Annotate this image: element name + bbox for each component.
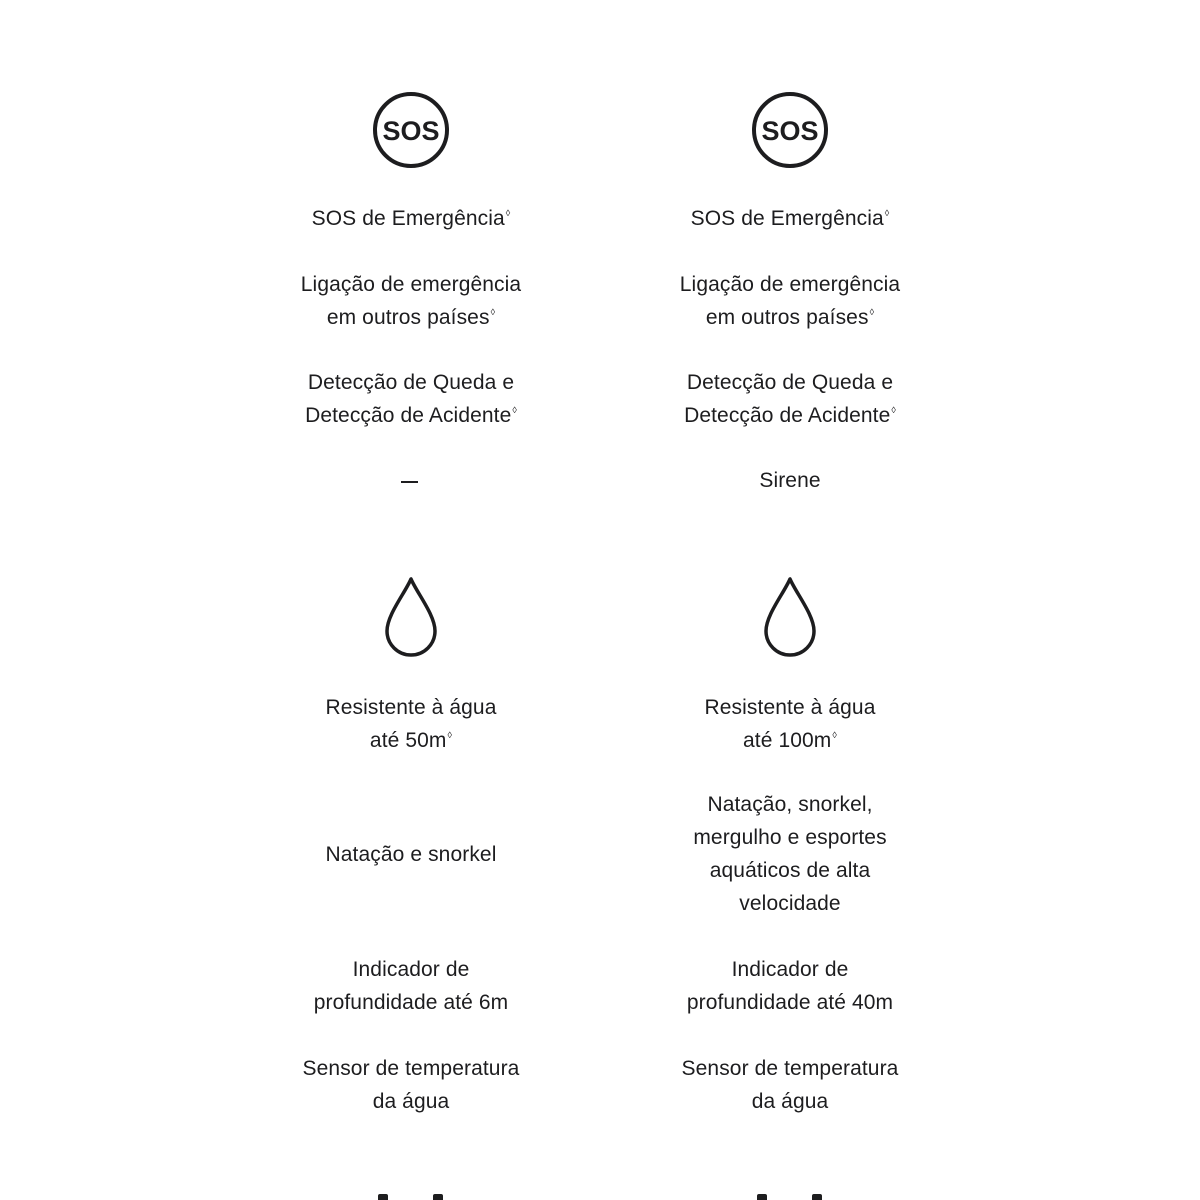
not-available-dash: [401, 481, 418, 483]
next-icon-cropped: [630, 1188, 950, 1200]
fall-crash-line2: Detecção de Acidente: [305, 404, 512, 427]
sos-circle-icon: [251, 90, 571, 170]
international-call-line2: em outros países: [705, 306, 869, 329]
fall-crash-detection-feature: [630, 366, 950, 432]
international-call-feature: [251, 268, 571, 334]
footnote-mark: ◊: [505, 208, 511, 218]
water-activities-line: Natação e snorkel: [325, 843, 497, 866]
water-resistance-feature: [251, 691, 571, 757]
sos-icon-label: SOS: [761, 116, 819, 146]
next-icon-cropped: [251, 1188, 571, 1200]
sos-circle-icon: [630, 90, 950, 170]
water-activities-feature: [630, 788, 950, 920]
water-resistance-line2: até 100m: [743, 729, 832, 752]
footnote-mark: ◊: [512, 405, 517, 415]
footnote-mark: ◊: [891, 405, 896, 415]
international-call-feature: [630, 268, 950, 334]
fall-crash-detection-feature: [251, 366, 571, 432]
depth-gauge-feature: [251, 953, 571, 1019]
international-call-line1: Ligação de emergência: [300, 273, 522, 296]
depth-gauge-line2: profundidade até 6m: [313, 991, 509, 1014]
water-activities-line: aquáticos de alta: [709, 859, 871, 882]
emergency-sos-text: SOS de Emergência: [690, 207, 884, 230]
depth-gauge-line1: Indicador de: [352, 958, 470, 981]
fall-crash-line1: Detecção de Queda e: [686, 371, 894, 394]
emergency-sos-feature: [630, 202, 950, 235]
water-temperature-feature: [630, 1052, 950, 1118]
water-resistance-feature: [630, 691, 950, 757]
international-call-line2: em outros países: [326, 306, 490, 329]
water-activities-line: Natação, snorkel,: [707, 793, 873, 816]
footnote-mark: ◊: [447, 730, 453, 740]
water-temperature-line2: da água: [751, 1090, 829, 1113]
water-activities-feature: [251, 838, 571, 871]
water-activities-line: mergulho e esportes: [693, 826, 887, 849]
water-temperature-line2: da água: [372, 1090, 450, 1113]
emergency-sos-feature: [251, 202, 571, 235]
emergency-sos-text: SOS de Emergência: [311, 207, 505, 230]
fall-crash-line2: Detecção de Acidente: [684, 404, 891, 427]
water-temperature-feature: [251, 1052, 571, 1118]
comparison-column-right: [630, 0, 950, 1200]
footnote-mark: ◊: [832, 730, 837, 740]
footnote-mark: ◊: [884, 208, 890, 218]
depth-gauge-feature: [630, 953, 950, 1019]
water-resistance-line1: Resistente à água: [704, 696, 876, 719]
footnote-mark: ◊: [869, 307, 875, 317]
international-call-line1: Ligação de emergência: [679, 273, 901, 296]
water-drop-icon: [251, 575, 571, 660]
water-drop-icon: [630, 575, 950, 660]
sos-icon-label: SOS: [382, 116, 440, 146]
water-temperature-line1: Sensor de temperatura: [681, 1057, 899, 1080]
depth-gauge-line2: profundidade até 40m: [686, 991, 894, 1014]
depth-gauge-line1: Indicador de: [731, 958, 849, 981]
comparison-column-left: [251, 0, 571, 1200]
water-temperature-line1: Sensor de temperatura: [302, 1057, 520, 1080]
water-activities-line: velocidade: [739, 892, 841, 915]
water-resistance-line2: até 50m: [369, 729, 447, 752]
water-resistance-line1: Resistente à água: [325, 696, 497, 719]
siren-feature: Sirene: [759, 469, 821, 492]
fall-crash-line1: Detecção de Queda e: [307, 371, 515, 394]
footnote-mark: ◊: [490, 307, 496, 317]
